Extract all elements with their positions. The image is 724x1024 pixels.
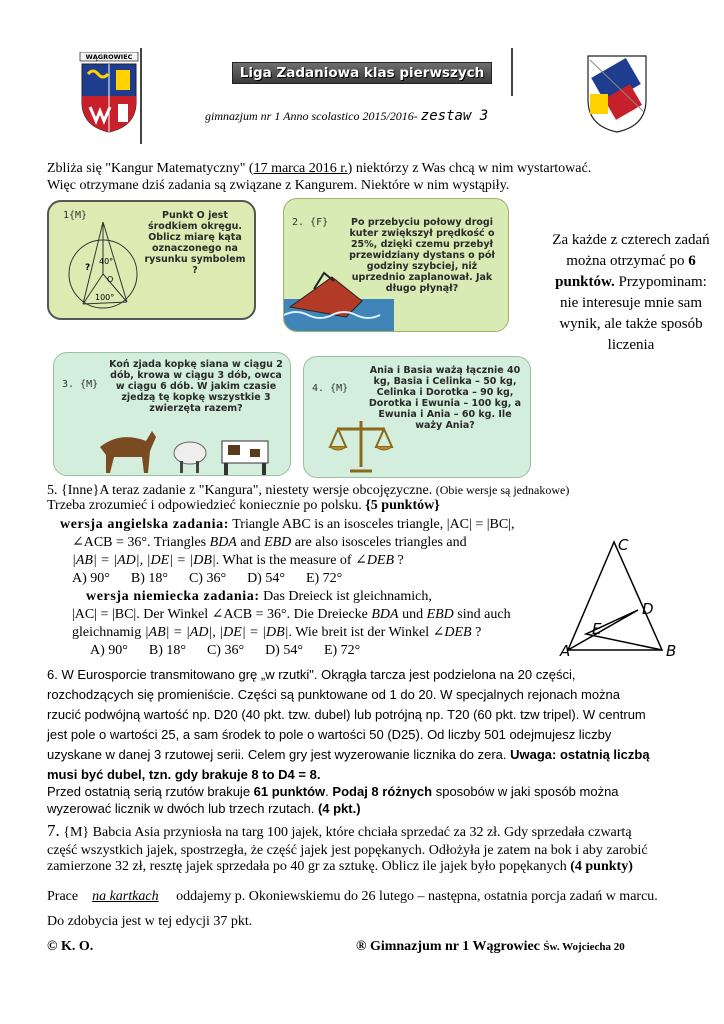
svg-text:?: ?	[85, 263, 91, 273]
set-number: zestaw 3	[420, 108, 489, 124]
boat-icon	[284, 259, 394, 331]
footer-line-1: Prace na kartkach oddajemy p. Okoniewskiemu do 26 lutego – następna, ostatnia porcja zadań w marcu.	[47, 889, 658, 904]
task-1-text: Punkt O jest środkiem okręgu. Oblicz miarę kąta oznaczonego na rysunku symbolem ?	[144, 210, 246, 276]
svg-text:O: O	[107, 275, 114, 284]
school-logo	[582, 52, 652, 134]
task-4-text: Ania i Basia ważą łącznie 40 kg, Basia i Celinka – 50 kg, Celinka i Dorotka – 90 kg, Dorotka i Ewunia – 100 kg, a Ewunia i Ania – 60 kg. Ile waży Ania?	[368, 365, 522, 431]
task7-line-3: zamierzone 32 zł, resztę jajek sprzedała po 40 gr za sztukę. Oblicz ile jajek było popękanych (4 punkty)	[47, 859, 633, 874]
task5-en-answers: A) 90° B) 18° C) 36° D) 54° E) 72°	[72, 571, 343, 586]
page-subtitle: gimnazjum nr 1 Anno scolastico 2015/2016- zestaw 3	[205, 108, 489, 124]
vertex-c: C	[618, 536, 629, 554]
vertex-d: D	[642, 600, 654, 618]
task5-de-line-1: wersja niemiecka zadania: Das Dreieck ist gleichnamich,	[86, 589, 432, 604]
task-3-text: Koń zjada kopkę siana w ciągu 2 dób, krowa w ciągu 3 dób, owca w ciągu 6 dób. W jakim czasie zjedzą tę kopkę wszystkie 3 zwierzęta razem?	[109, 359, 283, 414]
circle-figure	[51, 216, 146, 316]
task-tag: 1{M}	[63, 210, 88, 221]
league-banner: Liga Zadaniowa klas pierwszych	[232, 62, 492, 84]
footer-line-2: Do zdobycia jest w tej edycji 37 pkt.	[47, 914, 253, 929]
vertex-e: E	[592, 620, 602, 638]
task-card-1	[47, 200, 256, 320]
points-note: Za każde z czterech zadań można otrzymać po 6 punktów. Przypominam: nie interesuje mnie sam wynik, ale także sposób liczenia	[552, 232, 710, 353]
task-card-3	[53, 352, 291, 476]
intro-line-2: Więc otrzymane dziś zadania są związane z Kangurem. Niektóre w nim wystąpiły.	[47, 178, 510, 193]
copyright: © K. O.	[47, 939, 94, 954]
task-tag: 2. {F}	[292, 217, 329, 228]
divider-line	[511, 48, 513, 96]
task-card-2	[283, 198, 509, 332]
svg-text:100°: 100°	[95, 293, 115, 302]
task5-intro-1: 5. {Inne}A teraz zadanie z "Kangura", niestety wersje obcojęzyczne. (Obie wersje są jednakowe)	[47, 483, 570, 498]
task7-line-1: 7. {M} Babcia Asia przyniosła na targ 100 jajek, które chciała sprzedać za 32 zł. Gdy sprzedała czwartą	[47, 821, 632, 840]
svg-text:40°: 40°	[99, 257, 114, 266]
task7-line-2: część wszystkich jajek, spostrzegła, że część jajek jest popękanych. Odłożyła je zatem na bok i aby zarobić	[47, 843, 648, 858]
task-2-text: Po przebyciu połowy drogi kuter zwiększył prędkość o 25%, dzięki czemu przebył przewidziany dystans o pół godziny szybciej, niż uprzednio zaplanował. Jak długo płynął?	[349, 217, 495, 294]
task5-de-line-2: |AC| = |BC|. Der Winkel ∠ACB = 36°. Die Dreiecke BDA und EBD sind auch	[72, 607, 511, 622]
task-tag: 3. {M}	[62, 379, 99, 390]
task5-en-line-3: |AB| = |AD|, |DE| = |DB|. What is the measure of ∠DEB ?	[72, 553, 404, 568]
divider-line	[140, 48, 142, 144]
german-heading: wersja niemiecka zadania:	[86, 589, 260, 604]
scales-icon	[326, 415, 396, 475]
task-tag: 4. {M}	[312, 383, 349, 394]
town-crest	[78, 52, 140, 134]
vertex-b: B	[666, 642, 677, 660]
triangle-figure	[556, 530, 696, 662]
task5-en-line-1: wersja angielska zadania: Triangle ABC is an isosceles triangle, |AC| = |BC|,	[60, 517, 515, 532]
task5-de-line-3: gleichnamig |AB| = |AD|, |DE| = |DB|. Wie breit ist der Winkel ∠DEB ?	[72, 625, 482, 640]
task6-block: 6. W Eurosporcie transmitowano grę „w rzutki". Okrągła tarcza jest podzielona na 20 części, rozchodzących się promieniście. Części są punktowane od 1 do 20. W specjalnych rejonach można rzucić podwójną wartość np. D20 (40 pkt. tzw. dubel) lub potrójną np. T20 (60 pkt. tzw tripel). W centrum jest pole o wartości 25, a sam środek to pole o wartości 50 (D25). Od liczby 501 odejmujesz liczby uzyskane w danej 3 rzutowej serii. Celem gry jest wyzerowanie licznika do zera. Uwaga: ostatnią liczbą musi być dubel, tzn. gdy brakuje 8 to D4 = 8. Przed ostatnią serią rzutów brakuje 61 punktów. Podaj 8 różnych sposobów w jaki sposób można wyzerować licznik w dwóch lub trzech rzutach. (4 pkt.)	[47, 667, 650, 816]
vertex-a: A	[560, 642, 571, 660]
english-heading: wersja angielska zadania:	[60, 517, 229, 532]
task-card-4	[303, 356, 531, 478]
intro-line-1: Zbliża się "Kangur Matematyczny" (17 marca 2016 r.) niektórzy z Was chcą w nim wystartować.	[47, 161, 592, 176]
task5-en-line-2: ∠ACB = 36°. Triangles BDA and EBD are also isosceles triangles and	[72, 535, 467, 550]
school-signature: ® Gimnazjum nr 1 Wągrowiec Św. Wojciecha 20	[356, 939, 625, 954]
animals-icon	[94, 425, 284, 475]
kangaroo-date: 17 marca 2016 r.	[253, 161, 348, 176]
task5-de-answers: A) 90° B) 18° C) 36° D) 54° E) 72°	[90, 643, 361, 658]
crest-label: WĄGROWIEC	[85, 53, 133, 61]
task5-intro-2: Trzeba zrozumieć i odpowiedzieć koniecznie po polsku. {5 punktów}	[47, 498, 440, 513]
